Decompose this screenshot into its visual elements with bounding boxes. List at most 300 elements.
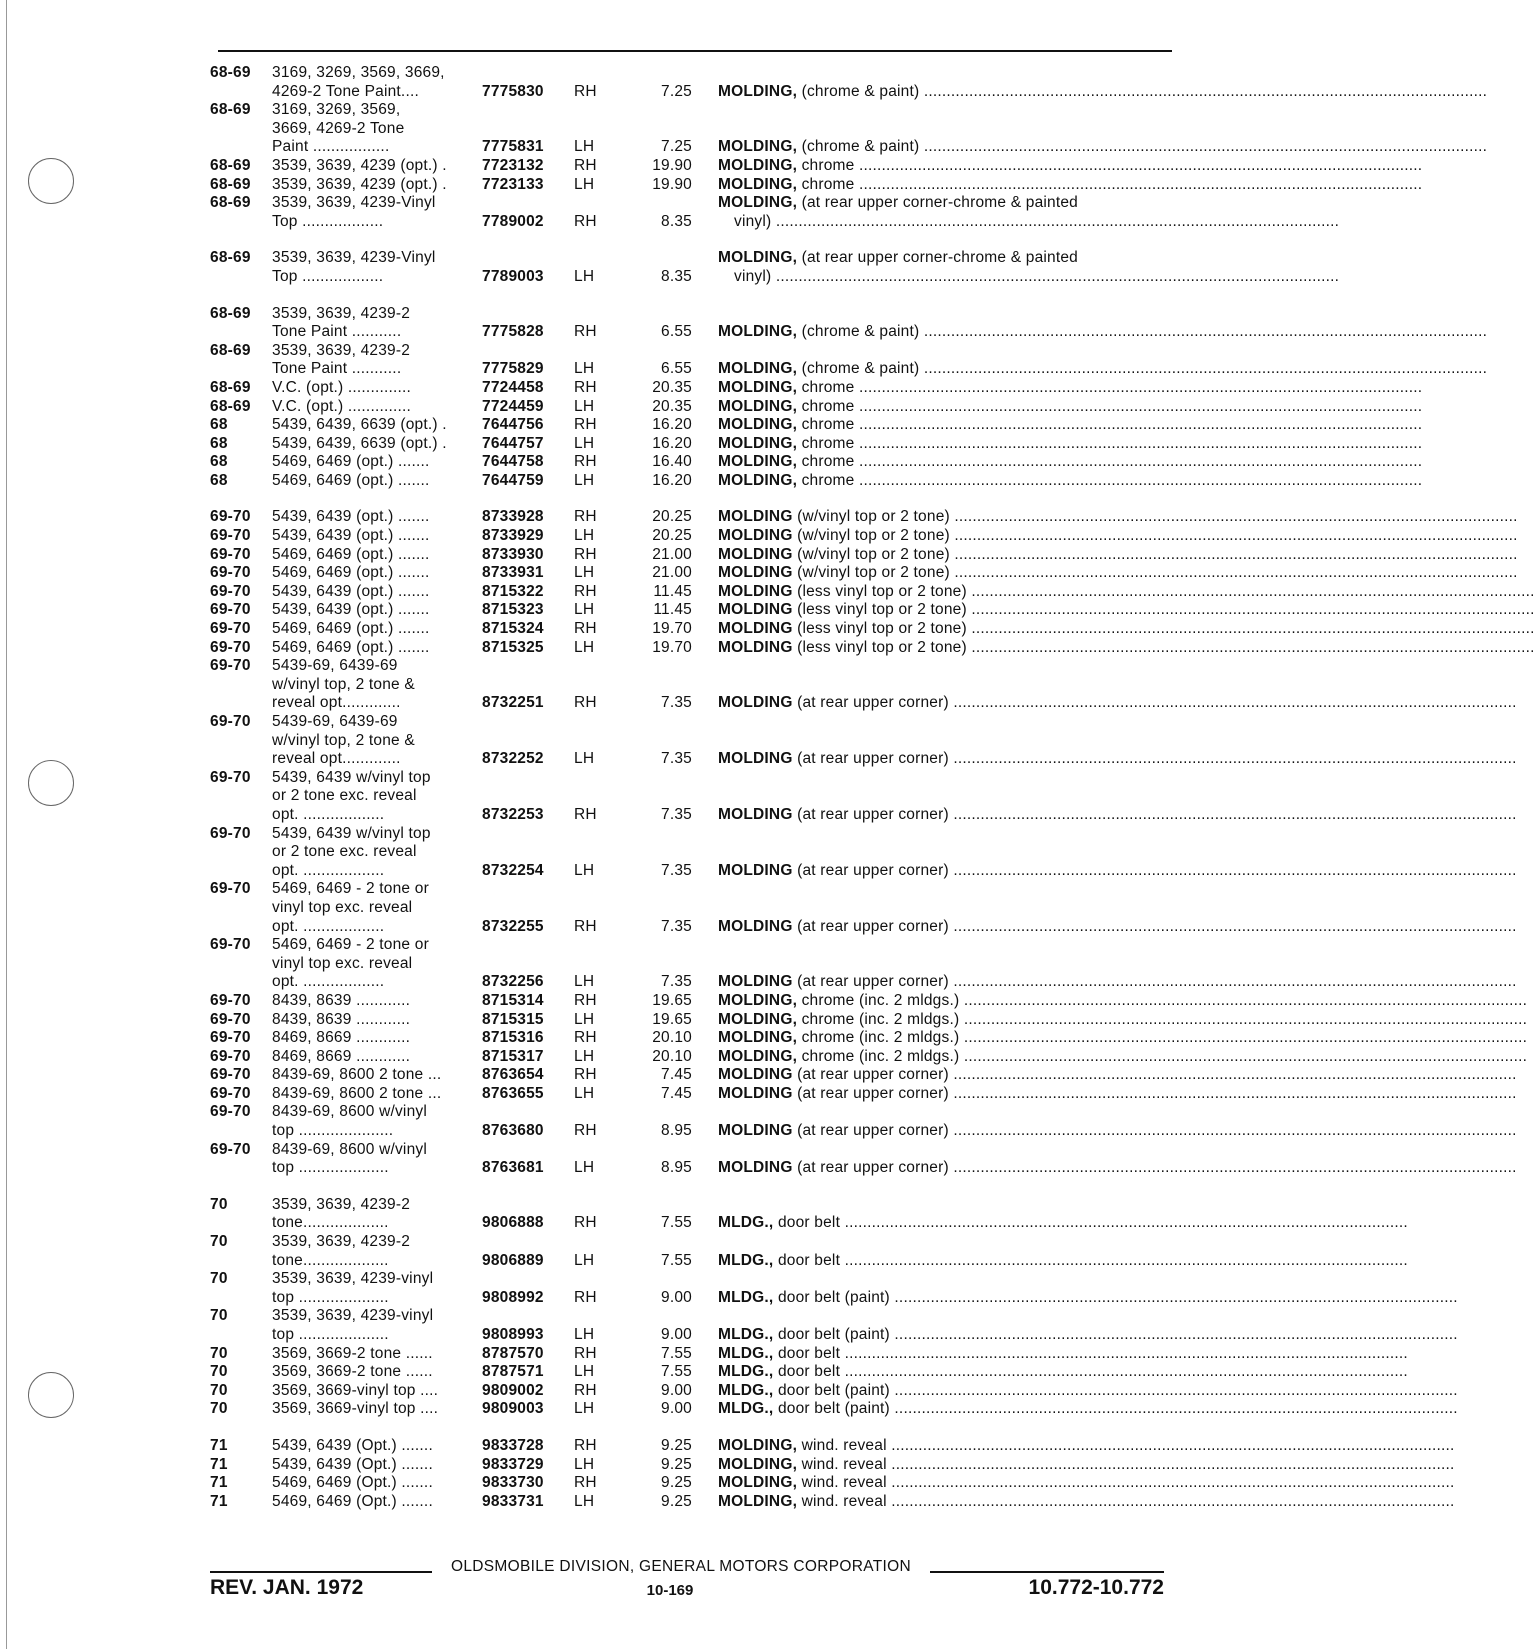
leader-dots: ............................................................................................................................. xyxy=(948,1084,1517,1102)
part-detail: (w/vinyl top or 2 tone) xyxy=(792,545,950,563)
leader-dots: ............................................................................................................................. xyxy=(948,973,1517,991)
table-row xyxy=(210,1195,1408,1233)
table-row xyxy=(210,1455,1455,1475)
table-row xyxy=(210,434,1423,454)
list-price: 16.40 xyxy=(652,453,692,471)
model-year: 68-69 xyxy=(210,249,251,267)
table-row xyxy=(210,1103,1517,1140)
part-description xyxy=(718,638,1535,658)
leader-dots: ............................................................................................................................. xyxy=(889,1400,1458,1418)
model-year: 68-69 xyxy=(210,175,251,193)
part-description xyxy=(718,1010,1528,1030)
binder-hole-bottom xyxy=(28,1372,74,1418)
part-number: 7644758 xyxy=(482,453,544,471)
list-price: 19.65 xyxy=(652,991,692,1009)
model-year: 71 xyxy=(210,1455,228,1473)
part-number: 8715316 xyxy=(482,1029,544,1047)
model-applicability: 5439, 6439 (opt.) ....... xyxy=(272,601,430,619)
part-name: MOLDING, xyxy=(718,471,798,489)
part-description xyxy=(718,82,1488,102)
footer-division: OLDSMOBILE DIVISION, GENERAL MOTORS CORPORATION xyxy=(451,1558,911,1575)
table-row xyxy=(210,508,1518,527)
list-price: 9.25 xyxy=(661,1455,692,1473)
model-applicability: 5439, 6439 (opt.) ....... xyxy=(272,508,430,526)
part-number: 8732255 xyxy=(482,917,544,935)
part-name: MOLDING, xyxy=(718,194,798,212)
part-description xyxy=(718,582,1535,602)
table-row xyxy=(210,249,1340,286)
part-name: MOLDING xyxy=(718,601,793,619)
side-indicator: LH xyxy=(574,1251,595,1269)
part-name: MOLDING xyxy=(718,564,793,582)
part-name: MOLDING, xyxy=(718,156,798,174)
part-description xyxy=(718,750,1517,769)
list-price: 7.35 xyxy=(661,861,692,879)
part-detail: door belt xyxy=(773,1344,841,1362)
leader-dots: ............................................................................................................................. xyxy=(889,1381,1458,1399)
part-number: 8715324 xyxy=(482,620,544,638)
side-indicator: LH xyxy=(574,861,595,879)
part-detail: (chrome & paint) xyxy=(797,82,920,100)
part-number: 9806889 xyxy=(482,1251,544,1269)
list-price: 9.00 xyxy=(661,1288,692,1306)
part-description xyxy=(718,175,1423,195)
leader-dots: ............................................................................................................................. xyxy=(959,1010,1528,1028)
part-number: 9808992 xyxy=(482,1288,544,1306)
leader-dots: ............................................................................................................................. xyxy=(854,397,1423,415)
model-applicability: 5439, 6439 w/vinyl top or 2 tone exc. reveal opt. .................. xyxy=(272,768,431,823)
list-price: 9.00 xyxy=(661,1400,692,1418)
leader-dots: ............................................................................................................................. xyxy=(840,1251,1408,1269)
side-indicator: LH xyxy=(574,601,595,619)
part-detail: (at rear upper corner) xyxy=(792,861,949,879)
leader-dots: ............................................................................................................................. xyxy=(948,917,1517,935)
part-name: MOLDING, xyxy=(718,1436,798,1454)
leader-dots: ............................................................................................................................. xyxy=(840,1214,1408,1232)
part-description xyxy=(718,1474,1455,1493)
part-number: 7723133 xyxy=(482,175,544,193)
part-detail: door belt xyxy=(773,1214,841,1232)
part-name: MOLDING, xyxy=(718,323,798,341)
part-name: MOLDING, xyxy=(718,378,798,396)
list-price: 20.25 xyxy=(652,527,692,545)
part-detail: chrome (inc. 2 mldgs.) xyxy=(797,1047,960,1065)
model-year: 68-69 xyxy=(210,304,251,322)
part-number: 8763680 xyxy=(482,1122,544,1140)
model-applicability: 5469, 6469 - 2 tone or vinyl top exc. reveal opt. .................. xyxy=(272,936,429,991)
part-detail: door belt xyxy=(773,1251,841,1269)
model-applicability: 3569, 3669-2 tone ...... xyxy=(272,1363,433,1381)
part-description xyxy=(718,861,1517,881)
model-year: 70 xyxy=(210,1307,228,1325)
model-applicability: 8469, 8669 ............ xyxy=(272,1047,411,1065)
part-detail: chrome xyxy=(797,471,855,489)
side-indicator: RH xyxy=(574,1066,597,1084)
part-detail: chrome (inc. 2 mldgs.) xyxy=(797,1010,960,1028)
model-year: 71 xyxy=(210,1492,228,1510)
list-price: 8.95 xyxy=(661,1122,692,1140)
model-year: 69-70 xyxy=(210,657,251,675)
side-indicator: LH xyxy=(574,564,595,582)
table-row xyxy=(210,1270,1458,1307)
model-applicability: 3539, 3639, 4239 (opt.) . xyxy=(272,156,447,174)
list-price: 6.55 xyxy=(661,360,692,378)
model-year: 69-70 xyxy=(210,768,251,786)
table-row xyxy=(210,936,1517,992)
part-detail: (at rear upper corner) xyxy=(792,1066,949,1084)
list-price: 7.35 xyxy=(661,917,692,935)
part-detail: chrome xyxy=(797,434,855,452)
part-description xyxy=(718,1084,1517,1104)
part-detail: (w/vinyl top or 2 tone) xyxy=(792,508,950,526)
parts-catalog-table xyxy=(210,64,1535,1511)
table-row xyxy=(210,527,1518,546)
leader-dots: ............................................................................................................................. xyxy=(854,175,1423,193)
part-number: 7644757 xyxy=(482,434,544,452)
list-price: 20.35 xyxy=(652,397,692,415)
leader-dots: ............................................................................................................................. xyxy=(948,805,1517,823)
part-name: MLDG., xyxy=(718,1363,774,1381)
model-applicability: 8439, 8639 ............ xyxy=(272,1010,411,1028)
part-description xyxy=(718,1029,1528,1048)
model-year: 68-69 xyxy=(210,101,251,119)
model-applicability: 3569, 3669-2 tone ...... xyxy=(272,1344,433,1362)
part-number: 7644759 xyxy=(482,471,544,489)
part-detail: chrome xyxy=(797,416,855,434)
side-indicator: LH xyxy=(574,471,595,489)
list-price: 19.70 xyxy=(652,638,692,656)
model-applicability: 5439, 6439 w/vinyl top or 2 tone exc. reveal opt. .................. xyxy=(272,824,431,879)
list-price: 9.25 xyxy=(661,1436,692,1454)
leader-dots: ............................................................................................................................. xyxy=(959,1047,1528,1065)
model-year: 71 xyxy=(210,1474,228,1492)
model-applicability: 3569, 3669-vinyl top .... xyxy=(272,1381,439,1399)
part-description xyxy=(718,471,1423,491)
table-row xyxy=(210,397,1423,417)
part-name: MOLDING xyxy=(718,1066,793,1084)
part-number: 9833728 xyxy=(482,1436,544,1454)
list-price: 20.10 xyxy=(652,1029,692,1047)
part-detail: (at rear upper corner) xyxy=(792,1159,949,1177)
part-description xyxy=(718,1400,1458,1419)
part-description xyxy=(718,973,1517,992)
list-price: 9.25 xyxy=(661,1492,692,1510)
part-name: MOLDING xyxy=(718,750,793,768)
part-description xyxy=(718,1066,1517,1085)
model-year: 69-70 xyxy=(210,601,251,619)
part-number: 9806888 xyxy=(482,1214,544,1232)
binder-hole-middle xyxy=(28,760,74,806)
leader-dots: ............................................................................................................................. xyxy=(949,545,1518,563)
model-applicability: 5439, 6439 (Opt.) ....... xyxy=(272,1455,433,1473)
side-indicator: LH xyxy=(574,1400,595,1418)
list-price: 6.55 xyxy=(661,323,692,341)
part-number: 7724459 xyxy=(482,397,544,415)
list-price: 7.35 xyxy=(661,805,692,823)
model-year: 68 xyxy=(210,434,228,452)
list-price: 7.55 xyxy=(661,1251,692,1269)
list-price: 11.45 xyxy=(653,582,692,600)
list-price: 8.35 xyxy=(661,212,692,230)
side-indicator: RH xyxy=(574,82,597,100)
part-number: 8732253 xyxy=(482,805,544,823)
list-price: 16.20 xyxy=(652,416,692,434)
part-name: MOLDING xyxy=(718,861,793,879)
part-number: 9833731 xyxy=(482,1492,544,1510)
side-indicator: RH xyxy=(574,1122,597,1140)
side-indicator: LH xyxy=(574,1159,595,1177)
part-detail: (at rear upper corner) xyxy=(792,750,949,768)
part-number: 7775829 xyxy=(482,360,544,378)
leader-dots: ............................................................................................................................. xyxy=(919,138,1488,156)
list-price: 7.45 xyxy=(661,1066,692,1084)
part-name: MOLDING, xyxy=(718,1029,798,1047)
model-applicability: 5469, 6469 (opt.) ....... xyxy=(272,564,430,582)
side-indicator: RH xyxy=(574,212,597,230)
table-row xyxy=(210,471,1423,491)
model-year: 70 xyxy=(210,1195,228,1213)
part-detail: (at rear upper corner-chrome & painted xyxy=(797,194,1078,212)
part-description xyxy=(718,138,1488,157)
part-number: 8733929 xyxy=(482,527,544,545)
list-price: 20.35 xyxy=(652,378,692,396)
model-year: 68 xyxy=(210,416,228,434)
model-applicability: V.C. (opt.) .............. xyxy=(272,397,412,415)
side-indicator: RH xyxy=(574,1029,597,1047)
list-price: 20.10 xyxy=(652,1047,692,1065)
footer-rule-left xyxy=(210,1571,432,1573)
part-name: MLDG., xyxy=(718,1251,774,1269)
table-row xyxy=(210,620,1535,639)
part-name: MLDG., xyxy=(718,1344,774,1362)
model-applicability: 3539, 3639, 4239-vinyl top .................... xyxy=(272,1270,434,1306)
model-year: 70 xyxy=(210,1233,228,1251)
model-applicability: 8469, 8669 ............ xyxy=(272,1029,411,1047)
model-year: 69-70 xyxy=(210,880,251,898)
part-name: MOLDING xyxy=(718,694,793,712)
model-applicability: 8439-69, 8600 w/vinyl top .................... xyxy=(272,1140,427,1177)
model-applicability: 5469, 6469 (opt.) ....... xyxy=(272,638,430,656)
list-price: 7.25 xyxy=(661,82,692,100)
model-year: 70 xyxy=(210,1400,228,1418)
part-description xyxy=(718,545,1518,565)
part-description xyxy=(718,1326,1458,1345)
part-description xyxy=(718,527,1518,546)
part-name: MOLDING, xyxy=(718,1010,798,1028)
part-description xyxy=(718,564,1518,583)
part-number: 8715315 xyxy=(482,1010,544,1028)
list-price: 19.65 xyxy=(652,1010,692,1028)
list-price: 7.55 xyxy=(661,1363,692,1381)
model-applicability: 3539, 3639, 4239 (opt.) . xyxy=(272,175,447,193)
table-row xyxy=(210,1084,1517,1104)
side-indicator: RH xyxy=(574,1474,597,1492)
model-year: 68-69 xyxy=(210,194,251,212)
part-number: 7775831 xyxy=(482,138,544,156)
model-year: 68-69 xyxy=(210,378,251,396)
part-name: MOLDING, xyxy=(718,138,798,156)
footer-group-number: 10.772-10.772 xyxy=(1028,1576,1164,1599)
side-indicator: LH xyxy=(574,750,595,768)
model-applicability: 5469, 6469 (Opt.) ....... xyxy=(272,1492,433,1510)
side-indicator: LH xyxy=(574,527,595,545)
model-applicability: 3539, 3639, 4239-2 Tone Paint ........... xyxy=(272,304,411,341)
part-name: MOLDING, xyxy=(718,434,798,452)
leader-dots: ............................................................................................................................. xyxy=(959,1029,1528,1047)
model-year: 69-70 xyxy=(210,564,251,582)
model-applicability: 5439-69, 6439-69 w/vinyl top, 2 tone & reveal opt............. xyxy=(272,713,415,768)
part-detail: door belt (paint) xyxy=(773,1400,890,1418)
table-row xyxy=(210,657,1517,713)
leader-dots: ............................................................................................................................. xyxy=(886,1492,1455,1510)
table-row xyxy=(210,582,1535,602)
side-indicator: LH xyxy=(574,434,595,452)
part-number: 8715325 xyxy=(482,638,544,656)
leader-dots: ............................................................................................................................. xyxy=(966,620,1535,638)
model-year: 71 xyxy=(210,1436,228,1454)
model-year: 69-70 xyxy=(210,936,251,954)
leader-dots: ............................................................................................................................. xyxy=(919,323,1488,341)
side-indicator: LH xyxy=(574,175,595,193)
table-row xyxy=(210,880,1517,936)
table-row xyxy=(210,601,1535,620)
list-price: 19.70 xyxy=(652,620,692,638)
list-price: 9.00 xyxy=(661,1381,692,1399)
part-number: 8787571 xyxy=(482,1363,544,1381)
part-name: MOLDING, xyxy=(718,1474,798,1492)
part-description xyxy=(718,1381,1458,1401)
part-description xyxy=(718,416,1423,435)
leader-dots: ............................................................................................................................. xyxy=(840,1363,1408,1381)
part-description xyxy=(718,620,1535,639)
part-description xyxy=(718,453,1423,472)
table-row xyxy=(210,1140,1517,1178)
table-row xyxy=(210,1400,1458,1419)
leader-dots: ............................................................................................................................. xyxy=(886,1455,1455,1473)
part-description xyxy=(718,1214,1408,1233)
part-description xyxy=(718,360,1488,379)
part-detail: door belt (paint) xyxy=(773,1288,890,1306)
list-price: 7.45 xyxy=(661,1084,692,1102)
table-row xyxy=(210,194,1340,231)
leader-dots: ............................................................................................................................. xyxy=(840,1344,1408,1362)
model-year: 69-70 xyxy=(210,545,251,563)
table-row xyxy=(210,1492,1455,1512)
part-description xyxy=(718,1492,1455,1512)
part-name: MOLDING, xyxy=(718,82,798,100)
part-detail: wind. reveal xyxy=(797,1474,887,1492)
side-indicator: RH xyxy=(574,917,597,935)
leader-dots: ............................................................................................................................. xyxy=(889,1326,1458,1343)
part-name: MOLDING xyxy=(718,508,793,526)
part-name: MLDG., xyxy=(718,1326,774,1343)
leader-dots: ............................................................................................................................. xyxy=(959,991,1528,1009)
model-year: 69-70 xyxy=(210,620,251,638)
part-description xyxy=(718,434,1423,454)
list-price: 21.00 xyxy=(652,545,692,563)
part-description xyxy=(718,601,1535,620)
part-detail: (at rear upper corner) xyxy=(792,694,949,712)
table-row xyxy=(210,638,1535,658)
table-row xyxy=(210,1307,1458,1344)
side-indicator: RH xyxy=(574,156,597,174)
page-edge-line xyxy=(6,0,7,1649)
part-number: 8715314 xyxy=(482,991,544,1009)
model-applicability: 3569, 3669-vinyl top .... xyxy=(272,1400,439,1418)
part-description xyxy=(718,1436,1455,1456)
model-year: 69-70 xyxy=(210,508,251,526)
side-indicator: LH xyxy=(574,973,595,991)
model-applicability: 3539, 3639, 4239-2 tone................... xyxy=(272,1233,411,1269)
part-name: MLDG., xyxy=(718,1214,774,1232)
table-row xyxy=(210,1233,1408,1270)
part-name: MLDG., xyxy=(718,1400,774,1418)
model-applicability: 5439, 6439 (Opt.) ....... xyxy=(272,1436,433,1454)
side-indicator: LH xyxy=(574,1010,595,1028)
part-detail: door belt (paint) xyxy=(773,1381,890,1399)
leader-dots: ............................................................................................................................. xyxy=(854,156,1423,174)
model-year: 69-70 xyxy=(210,638,251,656)
part-detail-continued: vinyl) xyxy=(734,267,772,285)
model-year: 68-69 xyxy=(210,341,251,359)
part-number: 7644756 xyxy=(482,416,544,434)
footer-rule-right xyxy=(930,1571,1164,1573)
side-indicator: LH xyxy=(574,1492,595,1510)
table-row xyxy=(210,1381,1458,1401)
side-indicator: RH xyxy=(574,1436,597,1454)
model-applicability: 8439-69, 8600 w/vinyl top ..................... xyxy=(272,1103,427,1140)
part-name: MLDG., xyxy=(718,1381,774,1399)
part-number: 8715323 xyxy=(482,601,544,619)
part-name: MOLDING, xyxy=(718,175,798,193)
side-indicator: LH xyxy=(574,397,595,415)
leader-dots: ............................................................................................................................. xyxy=(966,601,1535,619)
model-year: 70 xyxy=(210,1363,228,1381)
part-number: 9809002 xyxy=(482,1381,544,1399)
model-applicability: 8439-69, 8600 2 tone ... xyxy=(272,1084,442,1102)
leader-dots: ............................................................................................................................. xyxy=(854,471,1423,489)
part-description xyxy=(718,805,1517,825)
part-number: 9833730 xyxy=(482,1474,544,1492)
table-row xyxy=(210,416,1423,435)
model-year: 69-70 xyxy=(210,1066,251,1084)
part-number: 8733930 xyxy=(482,545,544,563)
leader-dots: ............................................................................................................................. xyxy=(771,212,1340,230)
part-detail: wind. reveal xyxy=(797,1492,887,1510)
part-number: 7724458 xyxy=(482,378,544,396)
table-row xyxy=(210,304,1488,342)
part-name: MOLDING, xyxy=(718,1047,798,1065)
leader-dots: ............................................................................................................................. xyxy=(948,861,1517,879)
part-detail: (at rear upper corner) xyxy=(792,805,949,823)
part-number: 8732252 xyxy=(482,750,544,768)
part-name: MOLDING, xyxy=(718,453,798,471)
part-description xyxy=(718,156,1423,176)
part-name: MOLDING, xyxy=(718,397,798,415)
footer-revision: REV. JAN. 1972 xyxy=(210,1576,364,1599)
part-detail: (at rear upper corner) xyxy=(792,1122,949,1140)
list-price: 16.20 xyxy=(652,471,692,489)
model-applicability: 5469, 6469 (opt.) ....... xyxy=(272,620,430,638)
part-description xyxy=(718,1288,1458,1308)
part-number: 8715317 xyxy=(482,1047,544,1065)
leader-dots: ............................................................................................................................. xyxy=(948,1159,1517,1177)
side-indicator: RH xyxy=(574,694,597,712)
part-name: MOLDING, xyxy=(718,1492,798,1510)
part-detail: chrome (inc. 2 mldgs.) xyxy=(797,1029,960,1047)
footer-page-number: 10-169 xyxy=(646,1582,694,1599)
part-description xyxy=(718,1159,1517,1178)
